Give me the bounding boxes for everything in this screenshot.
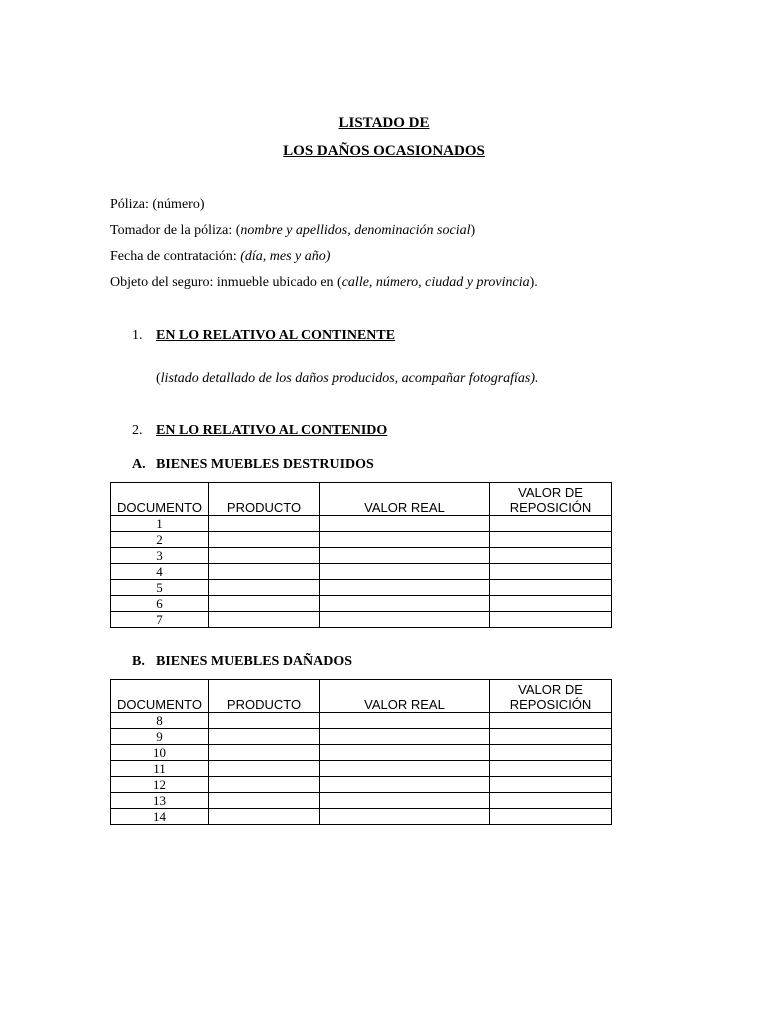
tomador-line — [110, 222, 475, 239]
producto-cell[interactable] — [209, 777, 320, 793]
table-header-row — [111, 680, 612, 713]
valor-reposicion-cell[interactable] — [490, 564, 612, 580]
objeto-line — [110, 274, 538, 291]
table-row — [111, 793, 612, 809]
valor-real-cell[interactable] — [320, 809, 490, 825]
section-2-heading — [132, 422, 387, 439]
header-documento: DOCUMENTO — [111, 483, 209, 516]
producto-cell[interactable] — [209, 761, 320, 777]
subsection-a-letter: A. — [132, 457, 146, 472]
section-2-number: 2. — [132, 423, 143, 438]
documento-cell: 14 — [111, 809, 209, 825]
valor-real-cell[interactable] — [320, 532, 490, 548]
poliza-line — [110, 196, 204, 213]
section-1-note-open: ( — [156, 371, 161, 386]
producto-cell[interactable] — [209, 745, 320, 761]
table-row — [111, 596, 612, 612]
documento-cell: 4 — [111, 564, 209, 580]
header-valor-real: VALOR REAL — [320, 680, 490, 713]
valor-reposicion-cell[interactable] — [490, 761, 612, 777]
subsection-b-heading — [132, 653, 352, 670]
documento-cell: 9 — [111, 729, 209, 745]
documento-cell: 3 — [111, 548, 209, 564]
valor-reposicion-cell[interactable] — [490, 793, 612, 809]
header-valor-reposicion-line-2: REPOSICIÓN — [509, 697, 592, 712]
valor-reposicion-cell[interactable] — [490, 777, 612, 793]
valor-real-cell[interactable] — [320, 745, 490, 761]
valor-reposicion-cell[interactable] — [490, 548, 612, 564]
documento-cell: 12 — [111, 777, 209, 793]
fecha-value: (día, mes y año) — [240, 249, 331, 264]
table-row — [111, 580, 612, 596]
producto-cell[interactable] — [209, 580, 320, 596]
objeto-close: ). — [529, 275, 538, 290]
tomador-value: nombre y apellidos, denominación social — [240, 223, 471, 238]
header-valor-reposicion — [490, 680, 612, 713]
valor-real-cell[interactable] — [320, 580, 490, 596]
table-row — [111, 516, 612, 532]
table-bienes-danados — [110, 679, 612, 825]
documento-cell: 6 — [111, 596, 209, 612]
section-2-title: EN LO RELATIVO AL CONTENIDO — [156, 423, 388, 438]
table-row — [111, 777, 612, 793]
table-row — [111, 564, 612, 580]
table-row — [111, 729, 612, 745]
producto-cell[interactable] — [209, 516, 320, 532]
valor-real-cell[interactable] — [320, 516, 490, 532]
objeto-value: calle, número, ciudad y provincia — [341, 275, 530, 290]
header-valor-reposicion-line-1: VALOR DE — [518, 682, 583, 697]
valor-real-cell[interactable] — [320, 612, 490, 628]
section-1-note-text: listado detallado de los daños producidos, acompañar fotografías). — [160, 371, 539, 386]
valor-reposicion-cell[interactable] — [490, 596, 612, 612]
fecha-line — [110, 248, 330, 265]
valor-reposicion-cell[interactable] — [490, 532, 612, 548]
valor-reposicion-cell[interactable] — [490, 745, 612, 761]
valor-reposicion-cell[interactable] — [490, 516, 612, 532]
document-title-line-2: LOS DAÑOS OCASIONADOS — [283, 143, 485, 159]
valor-real-cell[interactable] — [320, 777, 490, 793]
producto-cell[interactable] — [209, 729, 320, 745]
table-row — [111, 548, 612, 564]
subsection-b-title: BIENES MUEBLES DAÑADOS — [156, 654, 353, 669]
header-valor-reposicion-line-1: VALOR DE — [518, 485, 583, 500]
valor-reposicion-cell[interactable] — [490, 713, 612, 729]
table-bienes-destruidos — [110, 482, 612, 628]
valor-real-cell[interactable] — [320, 713, 490, 729]
documento-cell: 13 — [111, 793, 209, 809]
producto-cell[interactable] — [209, 596, 320, 612]
objeto-label: Objeto del seguro: inmueble ubicado en ( — [110, 275, 342, 290]
valor-real-cell[interactable] — [320, 761, 490, 777]
producto-cell[interactable] — [209, 612, 320, 628]
table-row — [111, 809, 612, 825]
producto-cell[interactable] — [209, 809, 320, 825]
header-valor-real: VALOR REAL — [320, 483, 490, 516]
table-row — [111, 713, 612, 729]
fecha-label: Fecha de contratación: — [110, 249, 241, 264]
section-1-title: EN LO RELATIVO AL CONTINENTE — [156, 328, 396, 343]
table-row — [111, 761, 612, 777]
header-valor-reposicion — [490, 483, 612, 516]
section-1-number: 1. — [132, 328, 143, 343]
table-header-row — [111, 483, 612, 516]
producto-cell[interactable] — [209, 548, 320, 564]
documento-cell: 5 — [111, 580, 209, 596]
producto-cell[interactable] — [209, 713, 320, 729]
documento-cell: 10 — [111, 745, 209, 761]
documento-cell: 11 — [111, 761, 209, 777]
poliza-label: Póliza: — [110, 197, 153, 212]
header-producto: PRODUCTO — [209, 483, 320, 516]
section-1-note — [156, 370, 539, 387]
valor-reposicion-cell[interactable] — [490, 809, 612, 825]
header-documento: DOCUMENTO — [111, 680, 209, 713]
producto-cell[interactable] — [209, 793, 320, 809]
table-row — [111, 532, 612, 548]
valor-real-cell[interactable] — [320, 548, 490, 564]
documento-cell: 1 — [111, 516, 209, 532]
tomador-label: Tomador de la póliza: ( — [110, 223, 241, 238]
tomador-close: ) — [470, 223, 476, 238]
subsection-a-title: BIENES MUEBLES DESTRUIDOS — [156, 457, 374, 472]
header-valor-reposicion-line-2: REPOSICIÓN — [509, 500, 592, 515]
valor-real-cell[interactable] — [320, 793, 490, 809]
producto-cell[interactable] — [209, 532, 320, 548]
table-row — [111, 745, 612, 761]
section-1-heading — [132, 327, 395, 344]
header-producto: PRODUCTO — [209, 680, 320, 713]
subsection-b-letter: B. — [132, 654, 145, 669]
subsection-a-heading — [132, 456, 374, 473]
document-title-line-1: LISTADO DE — [338, 115, 430, 131]
poliza-value: (número) — [152, 197, 205, 212]
valor-real-cell[interactable] — [320, 596, 490, 612]
table-row — [111, 612, 612, 628]
documento-cell: 2 — [111, 532, 209, 548]
producto-cell[interactable] — [209, 564, 320, 580]
valor-reposicion-cell[interactable] — [490, 612, 612, 628]
valor-reposicion-cell[interactable] — [490, 580, 612, 596]
valor-real-cell[interactable] — [320, 729, 490, 745]
valor-real-cell[interactable] — [320, 564, 490, 580]
documento-cell: 8 — [111, 713, 209, 729]
documento-cell: 7 — [111, 612, 209, 628]
valor-reposicion-cell[interactable] — [490, 729, 612, 745]
